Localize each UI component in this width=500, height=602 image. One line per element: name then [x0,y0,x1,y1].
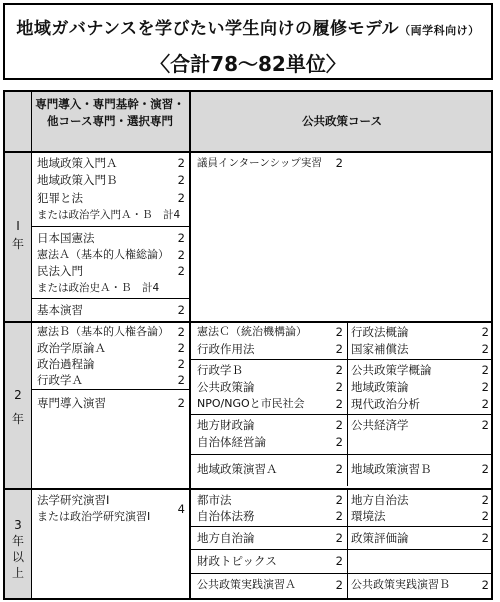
course-credit: 2 [335,462,343,476]
course-credit: 2 [481,578,489,592]
course-name: 環境法 [351,509,386,523]
divider-left [189,92,191,598]
course-name: 行政法概論 [351,325,409,339]
course-name: 議員インターンシップ実習 [197,157,322,169]
course-name: 政策評価論 [351,531,409,545]
course-credit: 2 [177,173,185,187]
course-credit: 2 [177,231,185,245]
course-credit: 2 [481,342,489,356]
course-name: 政治過程論 [37,357,95,371]
course-name: 地域政策演習Ｂ [351,462,432,476]
course-name: 基本演習 [37,303,83,317]
course-name: 日本国憲法 [37,231,95,245]
course-credit: 2 [335,554,343,568]
course-credit: 2 [335,509,343,523]
title-main: 地域ガバナンスを学びたい学生向けの履修モデル [16,19,400,39]
header-col1: 専門導入・専門基幹・演習・他コース専門・選択専門 [35,97,185,128]
y1-sep1 [31,226,189,227]
y2-left-sep [31,389,189,390]
course-name: 公共経済学 [351,418,409,432]
course-credit: 2 [335,363,343,377]
course-name: 地域政策入門Ｂ [37,173,118,187]
course-name: 公共政策論 [197,380,255,394]
course-credit: 2 [335,342,343,356]
course-credit: 2 [481,531,489,545]
course-name: 行政学Ａ [37,373,83,387]
title-sub: （両学科向け） [399,24,480,37]
course-credit: 2 [481,397,489,411]
course-credit: 2 [481,509,489,523]
course-name: 地域政策演習Ａ [197,462,278,476]
course-credit: 2 [335,397,343,411]
course-credit: 2 [335,435,343,449]
total-units: 〈合計78〜82単位〉 [150,52,346,76]
y1-sep2 [31,298,189,299]
divider-right-y2 [347,321,348,486]
course-name: または政治史Ａ・Ｂ 計4 [37,282,160,294]
course-credit: 2 [177,264,185,278]
divider-year [31,92,32,598]
course-name: 公共政策学概論 [351,363,432,377]
y3-right-sep2 [189,549,491,550]
y3-right-sep1 [189,526,491,527]
course-name: 行政作用法 [197,342,255,356]
course-credit: 2 [177,373,185,387]
year-label-2: 2 年 [11,388,24,426]
course-credit: 2 [335,493,343,507]
course-credit: 2 [481,418,489,432]
course-name: 犯罪と法 [37,191,83,205]
course-name: 地方自治法 [351,493,409,507]
course-credit: 2 [335,531,343,545]
course-name: 地域政策論 [351,380,409,394]
course-name: 現代政治分析 [351,397,420,411]
course-name: 憲法Ｂ（基本的人権各論） [37,325,169,338]
course-name: 憲法Ａ（基本的人権総論） [37,248,169,261]
course-name: 政治学原論Ａ [37,341,106,355]
course-credit: 2 [335,156,343,170]
course-credit: 2 [481,325,489,339]
y2-right-sep2 [189,414,491,415]
y2-right-sep1 [189,359,491,360]
header-col2: 公共政策コース [302,114,382,128]
course-credit: 2 [481,462,489,476]
course-name: 自治体経営論 [197,435,266,449]
course-name: 地方財政論 [197,418,255,432]
course-credit: 2 [481,363,489,377]
course-name: 自治体法務 [197,509,255,523]
course-name: 公共政策実践演習Ｂ [351,578,450,591]
course-name: または政治学入門Ａ・Ｂ 計4 [37,209,181,221]
course-name: 憲法Ｃ（統治機構論） [197,325,307,338]
course-credit: 2 [335,325,343,339]
year-label-3: 3 年 以 上 [11,518,24,580]
header-bottom [5,151,491,153]
course-credit: 2 [177,341,185,355]
course-name: 国家補償法 [351,342,409,356]
course-model-table [3,90,493,600]
course-credit: 2 [335,380,343,394]
course-credit: 2 [177,303,185,317]
course-name: 公共政策実践演習Ａ [197,578,296,591]
y3-right-sep3 [189,573,491,574]
course-credit: 2 [177,191,185,205]
course-name: または政治学研究演習Ⅰ [37,510,151,523]
course-credit: 2 [481,493,489,507]
course-credit: 2 [335,418,343,432]
course-credit: 2 [177,396,185,410]
course-name: 行政学Ｂ [197,363,243,377]
course-name: 専門導入演習 [37,396,106,410]
course-credit: 2 [177,248,185,262]
title-main-line [5,14,491,39]
course-name: 財政トピックス [197,554,277,568]
course-credit: 2 [481,380,489,394]
course-credit: 2 [335,578,343,592]
course-name: 地方自治論 [197,531,255,545]
y2-right-sep3 [189,454,491,455]
course-name: NPO/NGOと市民社会 [197,397,305,410]
year1-bottom [5,321,491,323]
course-name: 民法入門 [37,264,83,278]
course-credit: 4 [177,502,185,516]
divider-right-y3 [347,490,348,598]
course-name: 都市法 [197,493,232,507]
course-credit: 2 [177,325,185,339]
course-name: 法学研究演習Ⅰ [37,493,110,507]
course-credit: 2 [177,357,185,371]
course-name: 地域政策入門Ａ [37,156,118,170]
year-label-1: Ⅰ 年 [11,219,24,251]
title-box [3,3,493,80]
course-credit: 2 [177,156,185,170]
year2-bottom [5,488,491,490]
